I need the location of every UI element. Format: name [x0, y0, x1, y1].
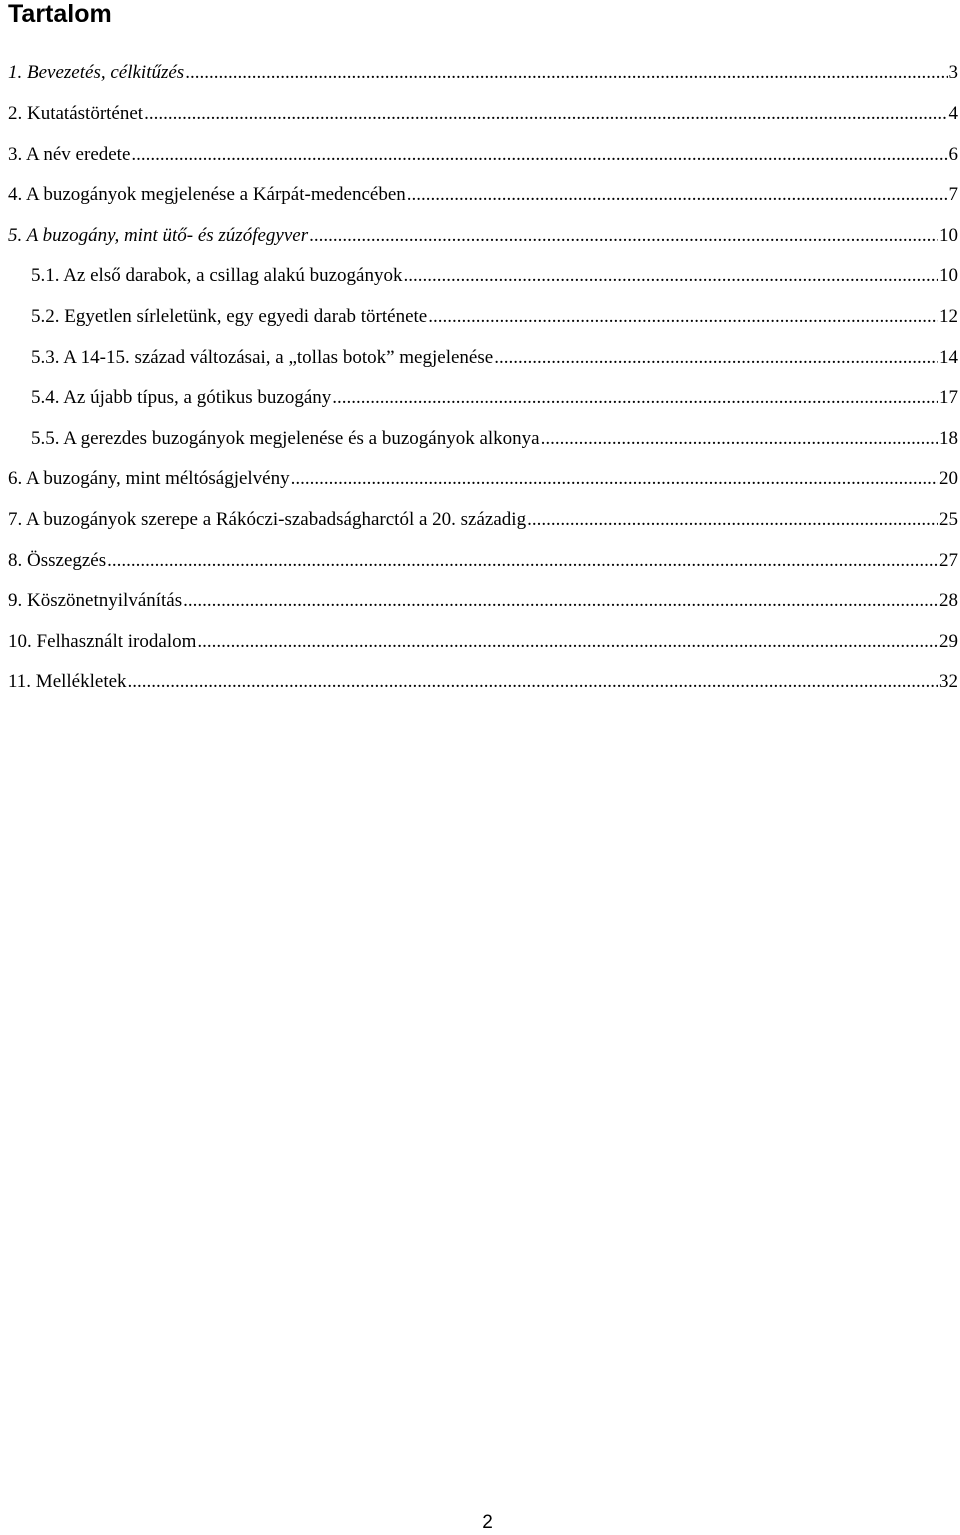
toc-entry-label: 11. Mellékletek [8, 671, 127, 692]
toc-dot-leader [144, 99, 947, 129]
toc-entry-page: 29 [939, 631, 958, 652]
toc-entry-label: 3. A név eredete [8, 144, 131, 165]
toc-entry[interactable] [8, 58, 958, 88]
toc-entry-page: 10 [939, 265, 958, 286]
toc-entry-label: 2. Kutatástörténet [8, 103, 144, 124]
toc-entry-page: 3 [948, 62, 958, 83]
toc-entry[interactable] [31, 383, 958, 413]
toc-entry-label: 4. A buzogányok megjelenése a Kárpát-medencében [8, 184, 406, 205]
page-number: 2 [482, 1512, 493, 1533]
page-title: Tartalom [8, 0, 112, 28]
toc-entry[interactable] [8, 221, 958, 251]
toc-entry[interactable] [8, 586, 958, 616]
toc-entry-page: 10 [939, 225, 958, 246]
toc-entry-page: 32 [939, 671, 958, 692]
toc-entry[interactable] [8, 667, 958, 697]
toc-entry-label: 1. Bevezetés, célkitűzés [8, 62, 185, 83]
toc-entry[interactable] [31, 261, 958, 291]
toc-entry[interactable] [31, 302, 958, 332]
toc-entry-label: 6. A buzogány, mint méltóságjelvény [8, 468, 290, 489]
toc-entry-page: 17 [939, 387, 958, 408]
toc-entry-label: 5.4. Az újabb típus, a gótikus buzogány [31, 387, 332, 408]
toc-entry-label: 5.3. A 14-15. század változásai, a „tollas botok” megjelenése [31, 347, 494, 368]
toc-dot-leader [131, 140, 947, 170]
toc-dot-leader [332, 383, 938, 413]
toc-entry-page: 27 [939, 550, 958, 571]
toc-entry-page: 4 [948, 103, 958, 124]
toc-entry-page: 12 [939, 306, 958, 327]
toc-entry-label: 5. A buzogány, mint ütő- és zúzófegyver [8, 225, 309, 246]
toc-entry[interactable] [8, 627, 958, 657]
toc-dot-leader [197, 627, 938, 657]
toc-dot-leader [407, 180, 948, 210]
toc-entry-page: 20 [939, 468, 958, 489]
toc-entry-label: 7. A buzogányok szerepe a Rákóczi-szabadságharctól a 20. századig [8, 509, 527, 530]
toc-dot-leader [428, 302, 938, 332]
toc-entry[interactable] [31, 343, 958, 373]
toc-entry[interactable] [8, 180, 958, 210]
toc-dot-leader [494, 343, 938, 373]
toc-dot-leader [128, 667, 938, 697]
toc-entry-label: 5.5. A gerezdes buzogányok megjelenése és a buzogányok alkonya [31, 428, 540, 449]
toc-entry-page: 18 [939, 428, 958, 449]
toc-dot-leader [309, 221, 938, 251]
toc-entry[interactable] [8, 464, 958, 494]
toc-entry[interactable] [8, 140, 958, 170]
toc-dot-leader [183, 586, 938, 616]
toc-entry-page: 28 [939, 590, 958, 611]
toc-entry[interactable] [8, 505, 958, 535]
toc-entry-label: 8. Összegzés [8, 550, 107, 571]
toc-entry-page: 25 [939, 509, 958, 530]
toc-entry-label: 5.2. Egyetlen sírleletünk, egy egyedi darab története [31, 306, 428, 327]
toc-entry-label: 9. Köszönetnyilvánítás [8, 590, 183, 611]
toc-entry-label: 10. Felhasznált irodalom [8, 631, 197, 652]
toc-dot-leader [107, 546, 938, 576]
toc-dot-leader [291, 464, 938, 494]
toc-entry[interactable] [8, 99, 958, 129]
toc-dot-leader [185, 58, 947, 88]
toc-dot-leader [541, 424, 938, 454]
toc-entry-page: 7 [948, 184, 958, 205]
toc-entry[interactable] [31, 424, 958, 454]
toc-entry-label: 5.1. Az első darabok, a csillag alakú buzogányok [31, 265, 403, 286]
toc-entry-page: 14 [939, 347, 958, 368]
toc-entry[interactable] [8, 546, 958, 576]
toc-entry-page: 6 [948, 144, 958, 165]
toc-dot-leader [403, 261, 938, 291]
toc-dot-leader [527, 505, 938, 535]
